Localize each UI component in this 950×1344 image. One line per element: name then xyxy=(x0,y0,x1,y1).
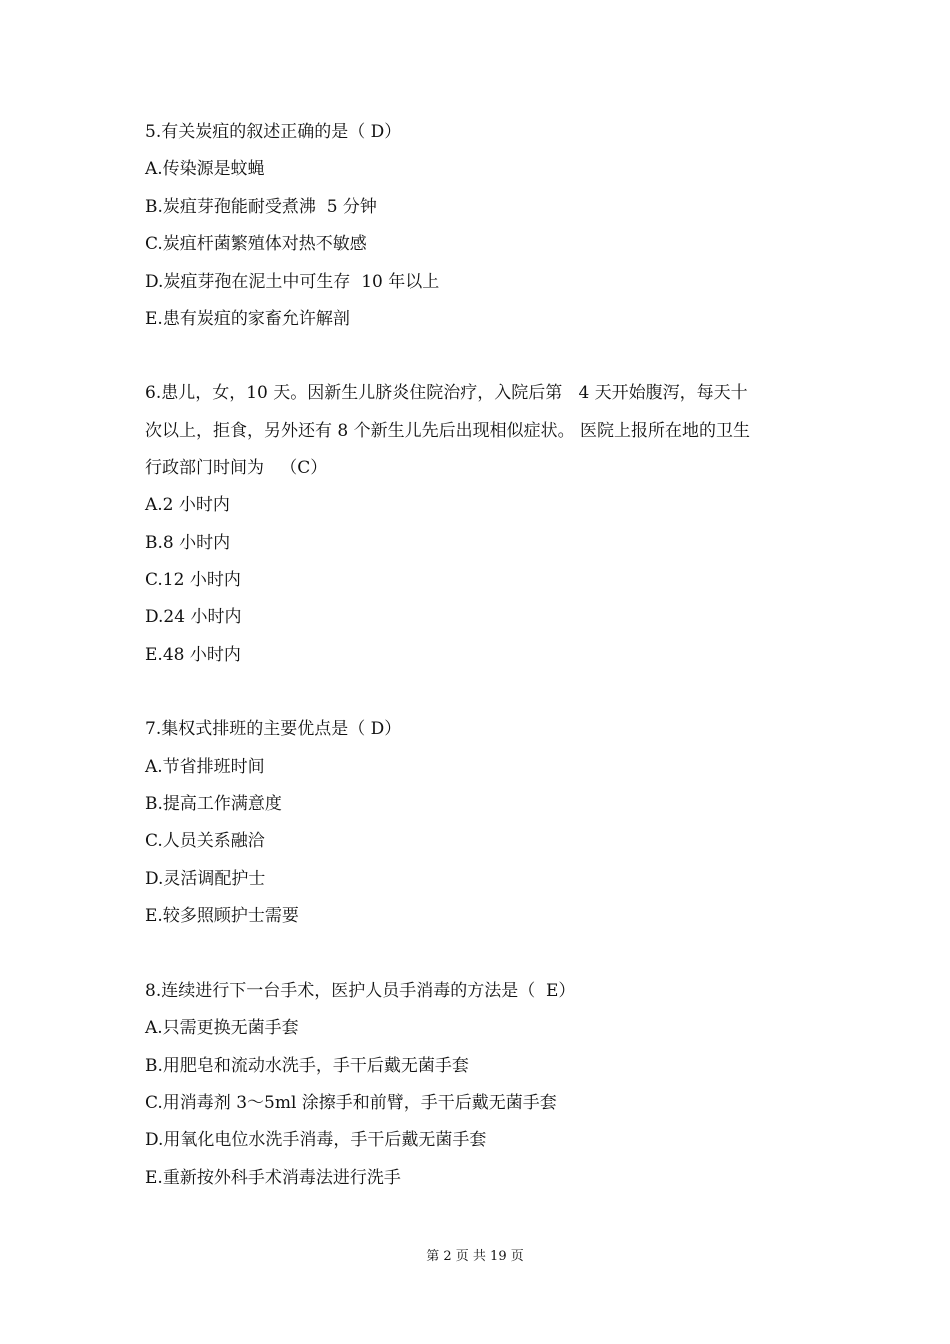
question-8-stem: 8.连续进行下一台手术，医护人员手消毒的方法是（ E） xyxy=(145,981,576,1001)
question-7-option-e: E.较多照顾护士需要 xyxy=(145,906,299,926)
question-6-option-e: E.48 小时内 xyxy=(145,645,241,665)
question-5-option-e: E.患有炭疽的家畜允许解剖 xyxy=(145,309,350,329)
question-6-stem-line-3: 行政部门时间为 （C） xyxy=(145,458,328,478)
question-6-option-b: B.8 小时内 xyxy=(145,533,231,553)
page-number-footer: 第 2 页 共 19 页 xyxy=(426,1249,524,1264)
question-5-option-a: A.传染源是蚊蝇 xyxy=(145,159,265,179)
question-7-option-a: A.节省排班时间 xyxy=(145,757,265,777)
question-6-option-d: D.24 小时内 xyxy=(145,607,242,627)
question-8-option-a: A.只需更换无菌手套 xyxy=(145,1018,299,1038)
question-6-stem-line-2: 次以上，拒食，另外还有 8 个新生儿先后出现相似症状。 医院上报所在地的卫生 xyxy=(145,421,751,441)
question-6-stem-line-1: 6.患儿，女，10 天。因新生儿脐炎住院治疗，入院后第 4 天开始腹泻，每天十 xyxy=(145,383,748,403)
question-5-option-c: C.炭疽杆菌繁殖体对热不敏感 xyxy=(145,234,367,254)
question-5-option-b: B.炭疽芽孢能耐受煮沸 5 分钟 xyxy=(145,197,377,217)
question-8-option-e: E.重新按外科手术消毒法进行洗手 xyxy=(145,1168,401,1188)
question-8-option-b: B.用肥皂和流动水洗手，手干后戴无菌手套 xyxy=(145,1056,469,1076)
question-6-option-c: C.12 小时内 xyxy=(145,570,241,590)
question-8-option-c: C.用消毒剂 3～5ml 涂擦手和前臂，手干后戴无菌手套 xyxy=(145,1093,557,1113)
question-7-option-c: C.人员关系融洽 xyxy=(145,831,265,851)
question-7-stem: 7.集权式排班的主要优点是（ D） xyxy=(145,719,402,739)
question-5-option-d: D.炭疽芽孢在泥土中可生存 10 年以上 xyxy=(145,272,440,292)
question-7-option-b: B.提高工作满意度 xyxy=(145,794,282,814)
question-6-option-a: A.2 小时内 xyxy=(145,495,230,515)
question-8-option-d: D.用氧化电位水洗手消毒，手干后戴无菌手套 xyxy=(145,1130,487,1150)
question-5-stem: 5.有关炭疽的叙述正确的是（ D） xyxy=(145,122,402,142)
question-7-option-d: D.灵活调配护士 xyxy=(145,869,266,889)
